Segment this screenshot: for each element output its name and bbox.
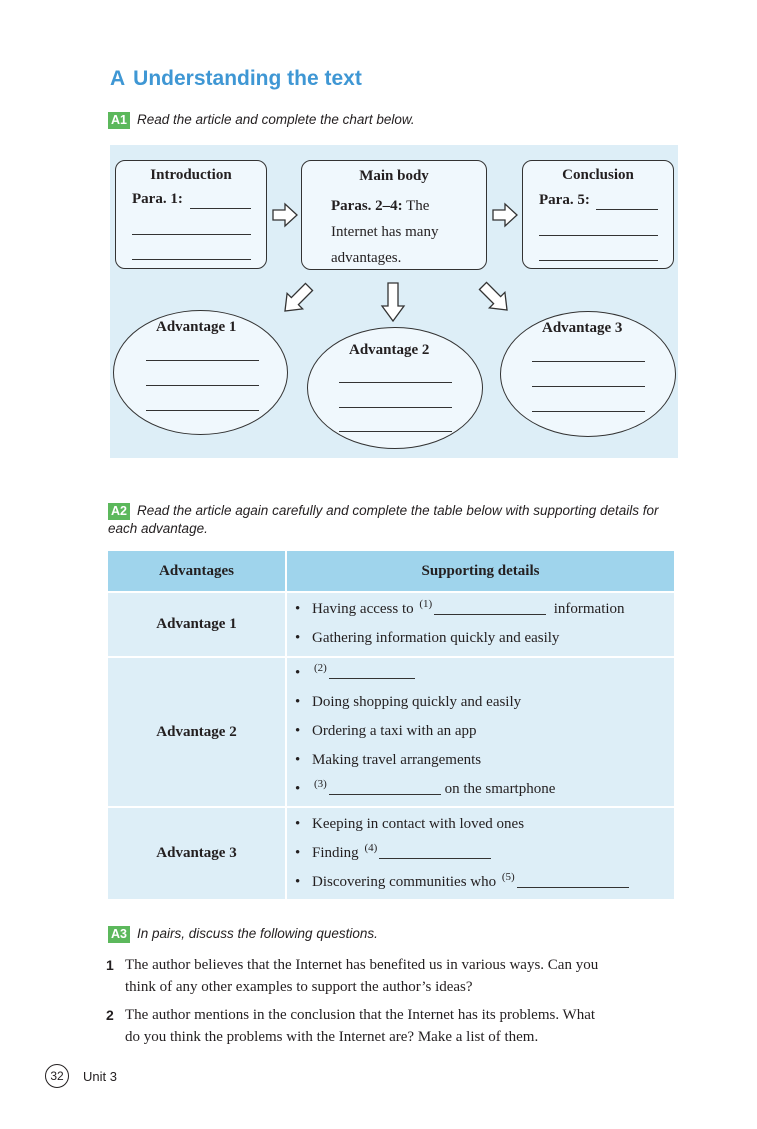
- answer-blank[interactable]: [434, 600, 546, 615]
- a1-instruction-text: Read the article and complete the chart below.: [136, 112, 415, 127]
- blank-number: (3): [314, 778, 327, 790]
- answer-blank[interactable]: [146, 385, 259, 386]
- advantage-1-label: Advantage 1: [156, 319, 237, 335]
- answer-blank[interactable]: [339, 407, 452, 408]
- supporting-details-table: [108, 551, 674, 899]
- question-1: [106, 954, 681, 998]
- introduction-title: Introduction: [150, 167, 232, 183]
- detail-text: information: [553, 601, 625, 617]
- detail-item: [293, 810, 674, 839]
- question-number: 1: [106, 957, 114, 973]
- advantage-2-label: Advantage 2: [349, 342, 430, 358]
- detail-item: [293, 624, 674, 653]
- detail-text: on the smartphone: [444, 781, 556, 797]
- advantage-cell: Advantage 1: [108, 592, 286, 657]
- answer-blank[interactable]: [596, 209, 658, 210]
- a3-instruction-text: In pairs, discuss the following questions.: [136, 926, 378, 941]
- details-cell: [286, 592, 674, 657]
- a3-instruction: [108, 926, 378, 943]
- section-heading: [110, 67, 362, 91]
- table-row: [108, 807, 674, 899]
- section-letter: A: [110, 67, 126, 90]
- right-arrow-icon: [272, 203, 298, 227]
- question-2: [106, 1004, 681, 1048]
- detail-item: [293, 717, 674, 746]
- a2-instruction-line1: Read the article again carefully and complete the table below with supporting details for: [136, 503, 659, 518]
- details-cell: [286, 807, 674, 899]
- blank-number: (2): [314, 662, 327, 674]
- table-row: [108, 657, 674, 807]
- detail-text: Having access to: [312, 601, 414, 617]
- answer-blank[interactable]: [132, 259, 251, 260]
- introduction-box: [115, 160, 267, 269]
- conclusion-title: Conclusion: [562, 167, 634, 183]
- a2-instruction-line2: each advantage.: [108, 521, 208, 536]
- page-footer: [45, 1064, 117, 1088]
- down-right-arrow-icon: [479, 281, 511, 315]
- main-body-paras: Paras. 2–4:: [331, 198, 403, 214]
- answer-blank[interactable]: [146, 360, 259, 361]
- detail-item: [293, 659, 674, 688]
- a1-instruction: [108, 112, 415, 129]
- details-cell: [286, 657, 674, 807]
- answer-blank[interactable]: [379, 844, 491, 859]
- advantage-3-label: Advantage 3: [542, 320, 623, 336]
- section-title: Understanding the text: [133, 67, 362, 90]
- conclusion-box: [522, 160, 674, 269]
- detail-item: [293, 839, 674, 868]
- answer-blank[interactable]: [146, 410, 259, 411]
- detail-item: [293, 688, 674, 717]
- advantage-cell: Advantage 3: [108, 807, 286, 899]
- column-header-supporting-details: Supporting details: [286, 551, 674, 592]
- answer-blank[interactable]: [329, 780, 441, 795]
- main-body-box: [301, 160, 487, 270]
- a1-tag: A1: [108, 112, 130, 129]
- main-body-line3: advantages.: [331, 250, 402, 266]
- answer-blank[interactable]: [539, 260, 658, 261]
- down-left-arrow-icon: [281, 282, 313, 316]
- table-row: [108, 592, 674, 657]
- page-number: 32: [45, 1064, 69, 1088]
- unit-label: Unit 3: [83, 1068, 117, 1084]
- answer-blank[interactable]: [532, 361, 645, 362]
- question-line: The author mentions in the conclusion that the Internet has its problems. What: [125, 1007, 596, 1023]
- table-header-row: [108, 551, 674, 592]
- answer-blank[interactable]: [532, 411, 645, 412]
- detail-item: [293, 868, 674, 897]
- detail-text: Ordering a taxi with an app: [312, 723, 477, 739]
- blank-number: (5): [501, 871, 515, 883]
- a2-tag: A2: [108, 503, 130, 520]
- answer-blank[interactable]: [532, 386, 645, 387]
- detail-item: [293, 746, 674, 775]
- organizer-chart: [110, 145, 678, 458]
- main-body-text: [331, 193, 438, 271]
- detail-text: Gathering information quickly and easily: [312, 630, 560, 646]
- answer-blank[interactable]: [517, 873, 629, 888]
- detail-text: Doing shopping quickly and easily: [312, 694, 522, 710]
- conclusion-para: Para. 5:: [539, 192, 590, 208]
- detail-text: Discovering communities who: [312, 874, 497, 890]
- blank-number: (4): [364, 842, 378, 854]
- detail-item: [293, 775, 674, 804]
- column-header-advantages: Advantages: [108, 551, 286, 592]
- right-arrow-icon: [492, 203, 518, 227]
- detail-text: Making travel arrangements: [312, 752, 482, 768]
- answer-blank[interactable]: [339, 382, 452, 383]
- blank-number: (1): [419, 598, 433, 610]
- introduction-para: Para. 1:: [132, 191, 183, 207]
- answer-blank[interactable]: [539, 235, 658, 236]
- question-line: think of any other examples to support the author’s ideas?: [125, 979, 473, 995]
- answer-blank[interactable]: [329, 664, 415, 679]
- down-arrow-icon: [381, 282, 405, 322]
- detail-item: [293, 595, 674, 624]
- main-body-line1: The: [406, 198, 430, 214]
- question-number: 2: [106, 1007, 114, 1023]
- question-line: do you think the problems with the Internet are? Make a list of them.: [125, 1029, 539, 1045]
- detail-text: Finding: [312, 845, 359, 861]
- detail-text: Keeping in contact with loved ones: [312, 816, 525, 832]
- a2-instruction: [108, 502, 688, 538]
- answer-blank[interactable]: [132, 234, 251, 235]
- question-line: The author believes that the Internet has benefited us in various ways. Can you: [125, 957, 599, 973]
- answer-blank[interactable]: [190, 208, 251, 209]
- main-body-title: Main body: [359, 168, 429, 184]
- advantage-cell: Advantage 2: [108, 657, 286, 807]
- a3-tag: A3: [108, 926, 130, 943]
- main-body-line2: Internet has many: [331, 224, 439, 240]
- answer-blank[interactable]: [339, 431, 452, 432]
